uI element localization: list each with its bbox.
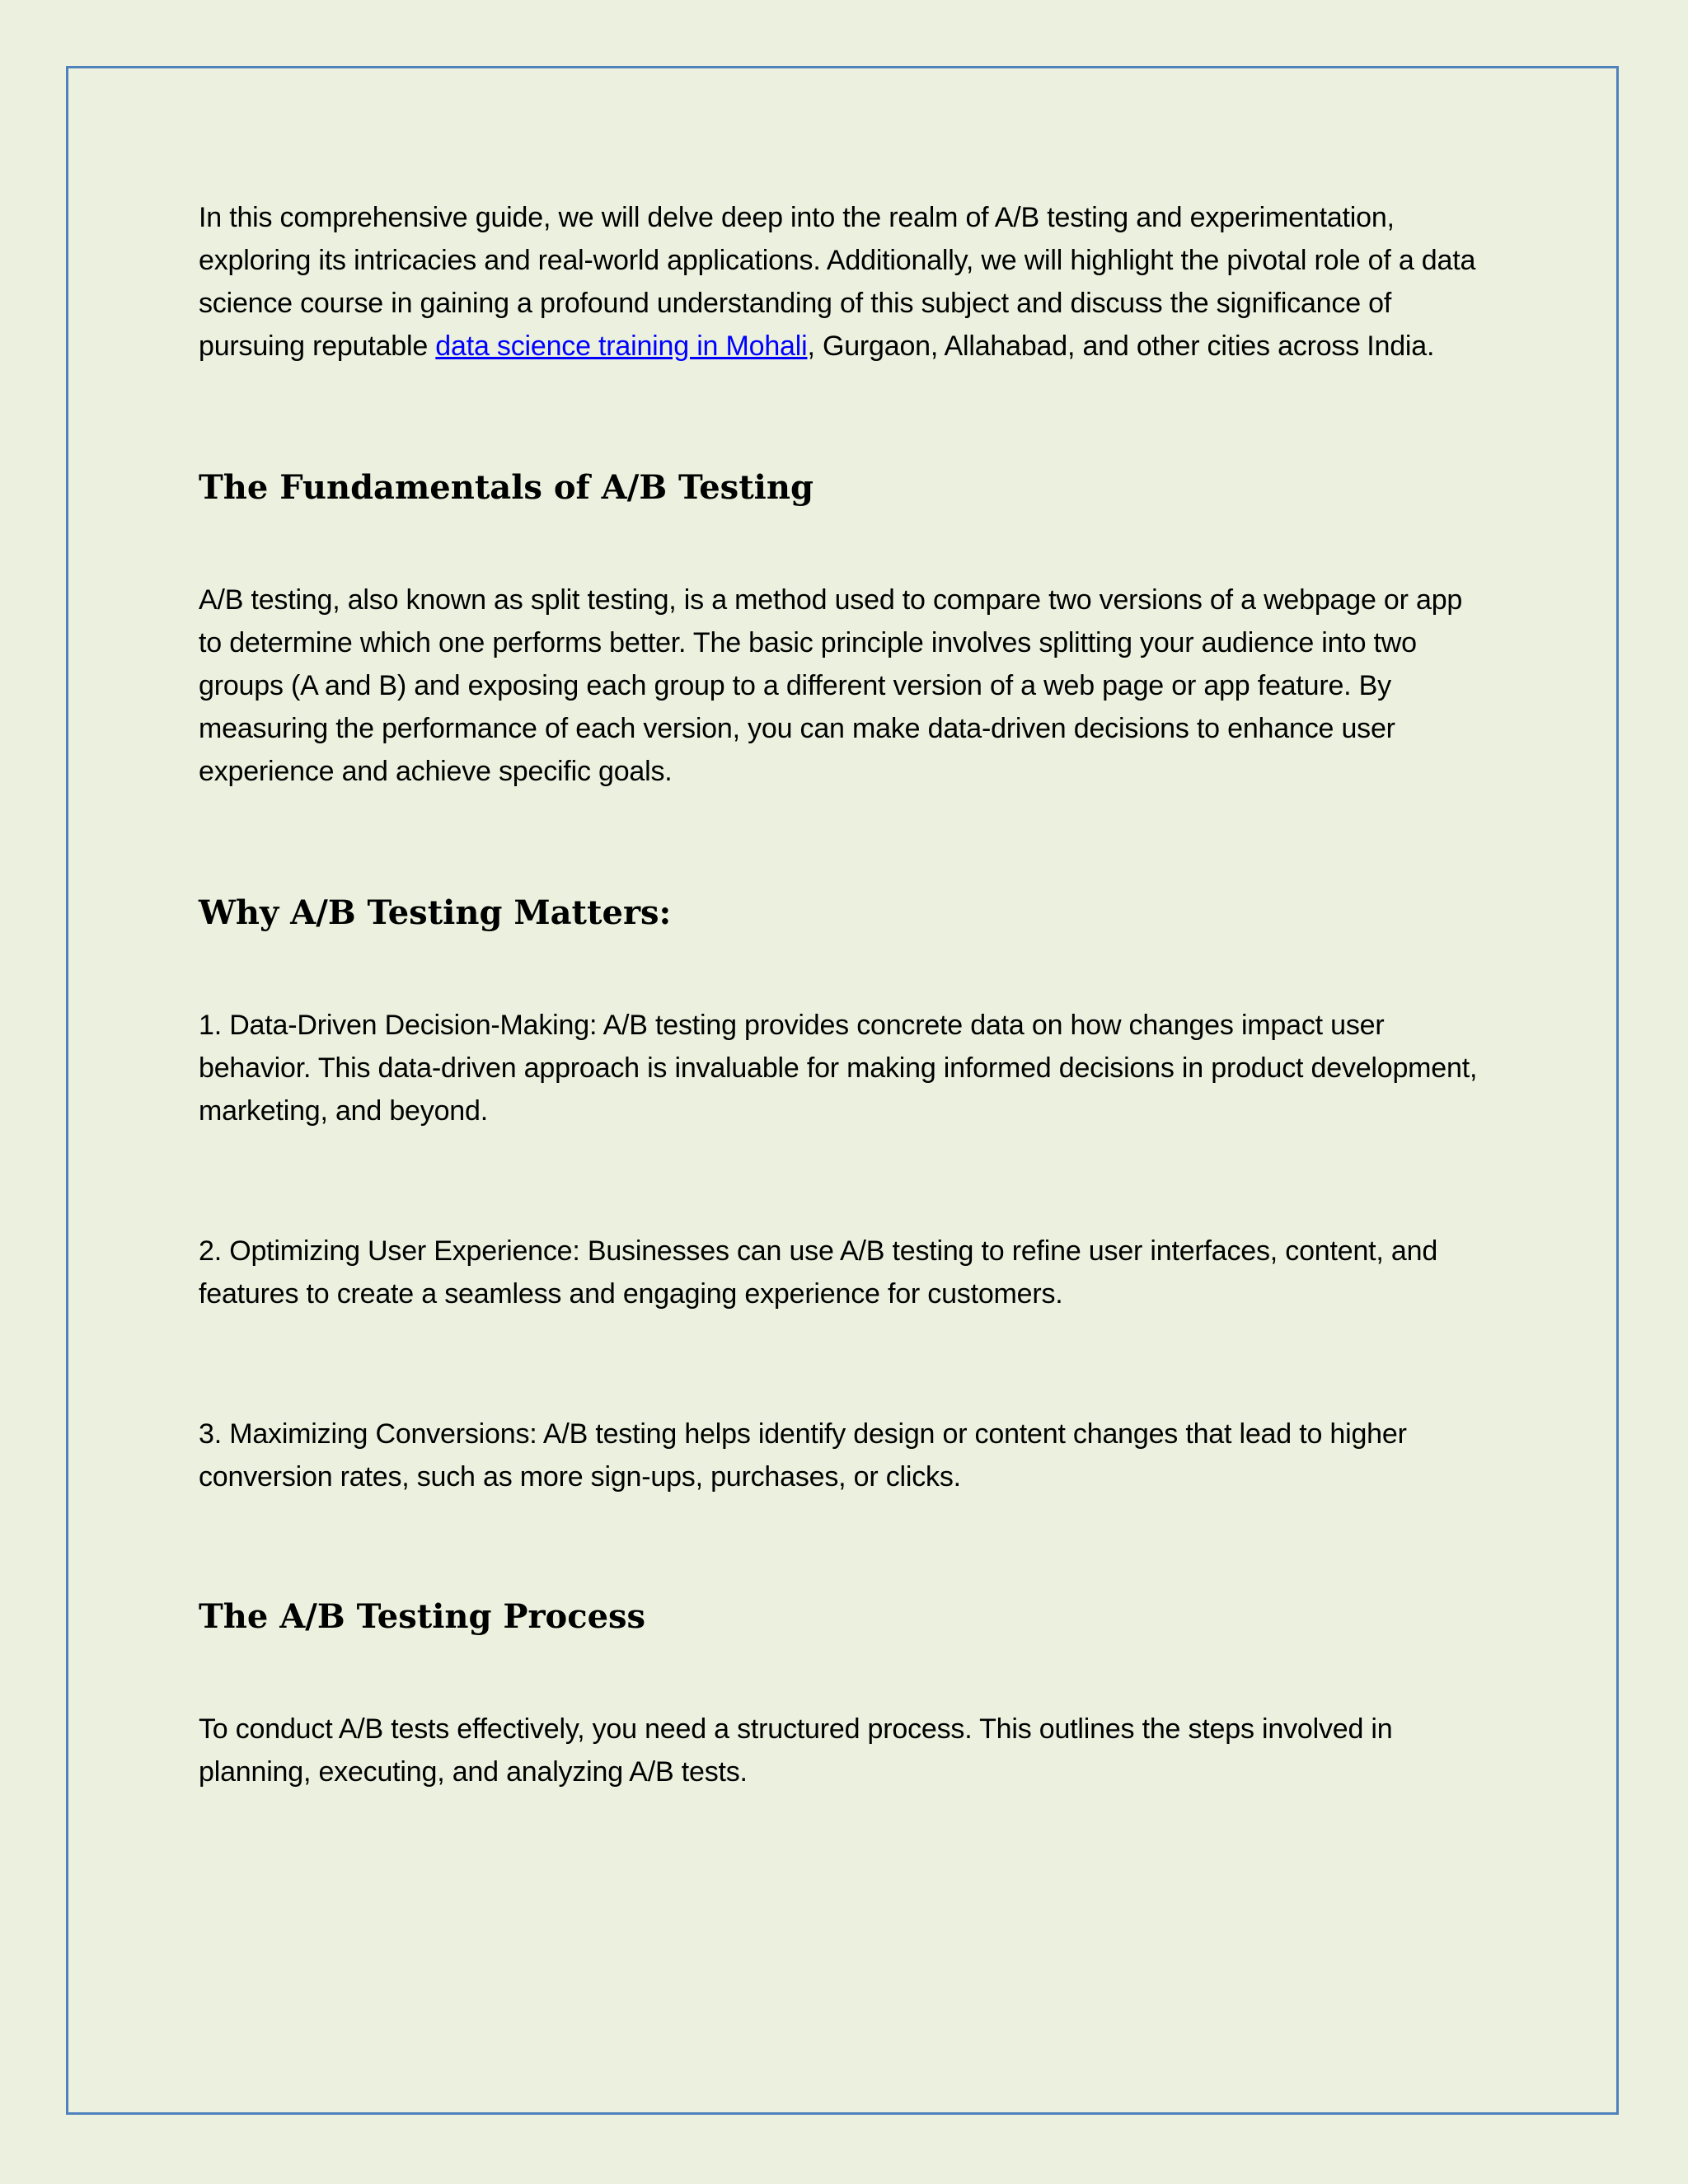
list-item: 2. Optimizing User Experience: Businesses can use A/B testing to refine user interfaces, content, and features to create a seamless and engaging experience for customers. xyxy=(199,1235,1438,1310)
data-science-training-link[interactable]: data science training in Mohali xyxy=(435,330,808,362)
heading-fundamentals: The Fundamentals of A/B Testing xyxy=(199,468,814,507)
heading-testing-process: The A/B Testing Process xyxy=(199,1597,646,1636)
list-item: 1. Data-Driven Decision-Making: A/B testing provides concrete data on how changes impact user behavior. This data-driven approach is invaluable for making informed decisions in product development, marketing, and beyond. xyxy=(199,1010,1478,1127)
fundamentals-paragraph: A/B testing, also known as split testing, is a method used to compare two versions of a webpage or app to determine which one performs better. The basic principle involves splitting your audience into two groups (A and B) and exposing each group to a different version of a web page or app feature. By measuring the performance of each version, you can make data-driven decisions to enhance user experience and achieve specific goals. xyxy=(199,584,1463,787)
list-item: 3. Maximizing Conversions: A/B testing helps identify design or content changes that lead to higher conversion rates, such as more sign-ups, purchases, or clicks. xyxy=(199,1418,1407,1493)
heading-why-ab-testing-matters: Why A/B Testing Matters: xyxy=(199,893,672,932)
intro-paragraph xyxy=(199,196,1493,368)
intro-text-after: , Gurgaon, Allahabad, and other cities across India. xyxy=(807,330,1435,362)
process-paragraph: To conduct A/B tests effectively, you need a structured process. This outlines the steps involved in planning, executing, and analyzing A/B tests. xyxy=(199,1713,1393,1788)
document-body xyxy=(199,196,1493,1793)
intro-text-before: In this comprehensive guide, we will delve deep into the realm of A/B testing and experimentation, exploring its intricacies and real-world applications. Additionally, we will highlight the pivotal role of a data science course in gaining a profound understanding of this subject and discuss the significance of pursuing reputable xyxy=(199,202,1476,362)
